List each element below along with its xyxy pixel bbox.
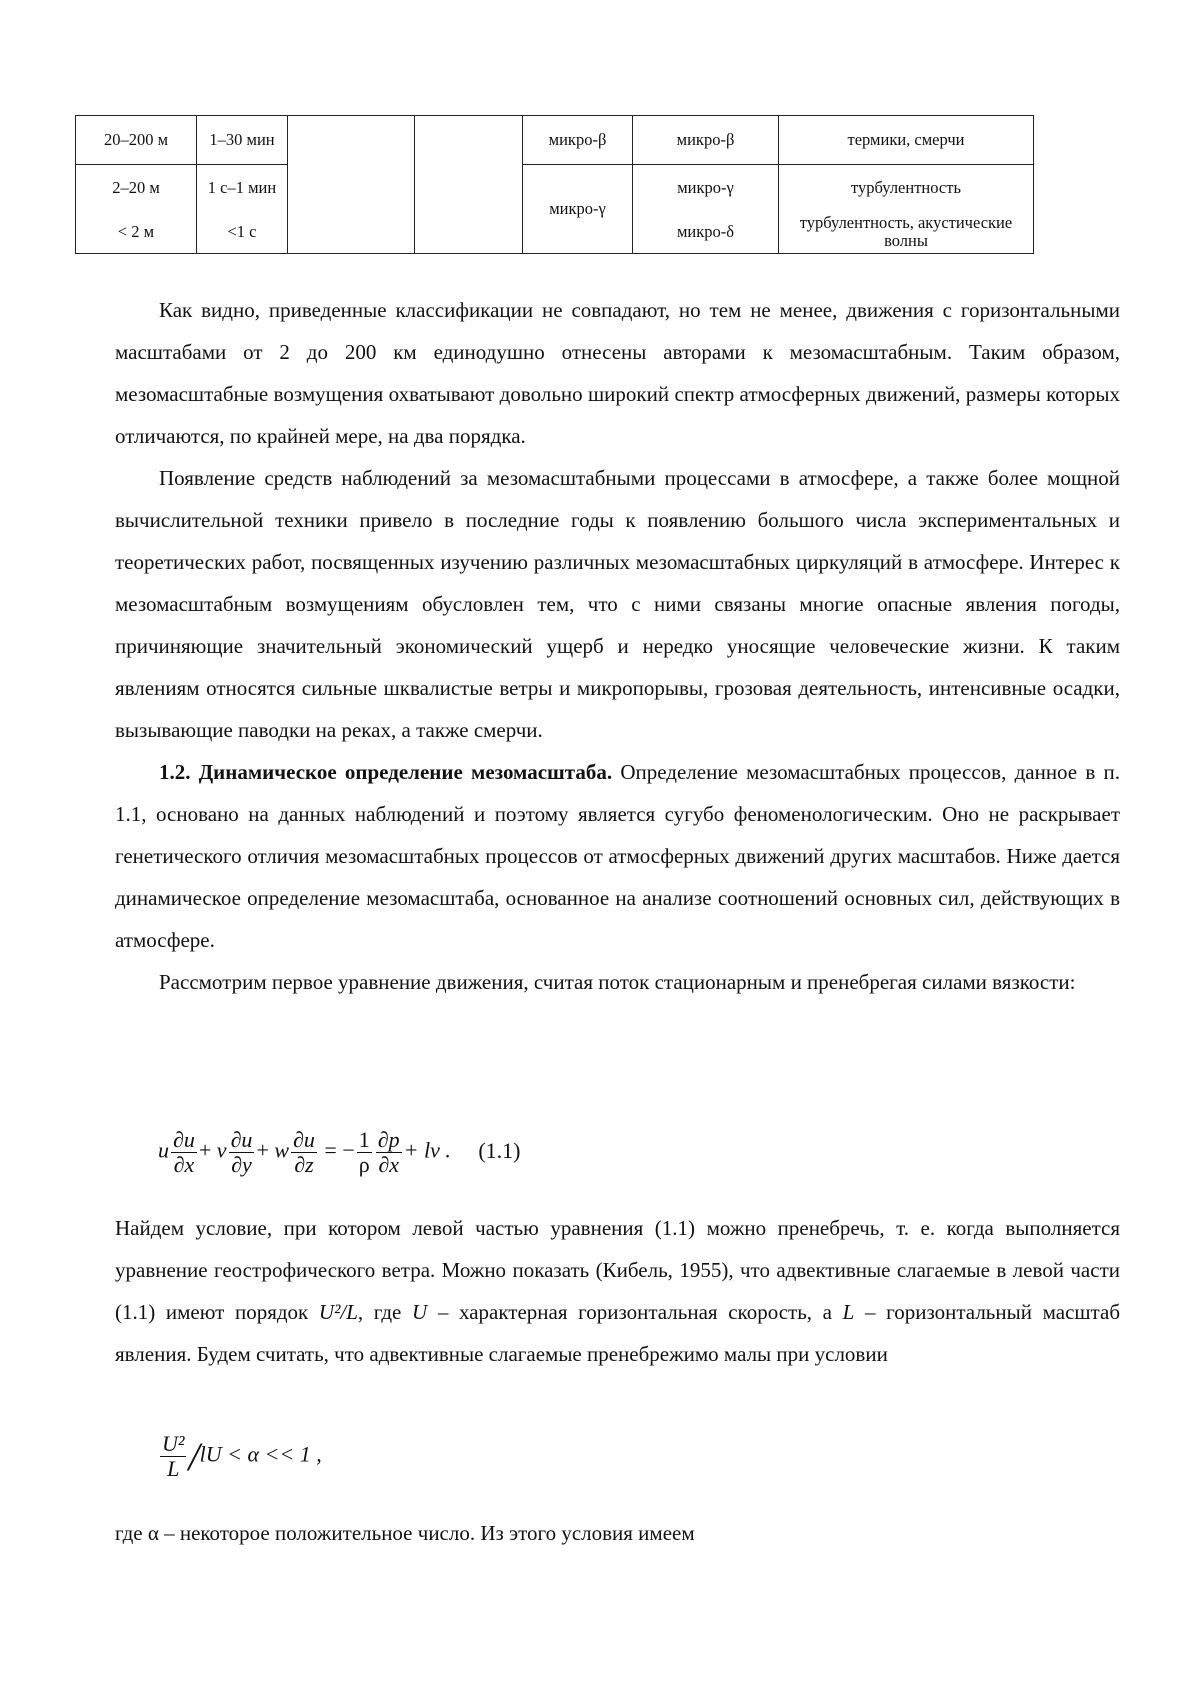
table-cell: термики, смерчи [779,116,1034,165]
table-cell [288,165,415,212]
eq-term: v [217,1138,227,1163]
paragraph-text: Определение мезомасштабных процессов, данное в п. 1.1, основано на данных наблюдений и поэтому является сугубо феноменологическим. Оно не раскрывает генетического отличия мезомасштабных процессов от атмосферных движений других масштабов. Ниже дается динамическое определение мезомасштаба, основанное на анализе соотношений основных сил, действующих в атмосфере. [115,760,1120,952]
table-row [76,165,1034,212]
eq-term: w [274,1138,289,1163]
table-cell: < 2 м [76,211,197,254]
eq-fraction: ∂p ∂x [376,1128,402,1177]
table-cell [415,165,523,212]
table-cell: <1 с [197,211,288,254]
paragraph: Как видно, приведенные классификации не совпадают, но тем не менее, движения с горизонтальными масштабами от 2 до 200 км единодушно отнесены авторами к мезомасштабным. Таким образом, мезомасштабные возмущения охватывают довольно широкий спектр атмосферных движений, размеры которых отличаются, по крайней мере, на два порядка. [115,289,1120,457]
paragraph: Рассмотрим первое уравнение движения, считая поток стационарным и пренебрегая силами вязкости: [115,961,1120,1003]
table-cell [415,211,523,254]
body-text-block-1 [115,289,1120,1003]
table-cell: турбулентность, акустические волны [779,211,1034,254]
table-row [76,116,1034,165]
table-cell: 1–30 мин [197,116,288,165]
table-cell [288,116,415,165]
document-page [0,0,1200,1698]
eq-op: = − [324,1138,354,1163]
eq-term: lU < α << 1 , [200,1442,322,1467]
eq-op: + [256,1138,268,1163]
eq-fraction: U² L [160,1432,186,1481]
eq-fraction: ∂u ∂z [291,1128,317,1177]
table-cell [288,211,415,254]
scale-classification-table [75,115,1034,254]
table-cell: микро-β [633,116,779,165]
body-text-block-2 [115,1207,1120,1375]
table-cell [415,116,523,165]
eq-op: + [199,1138,211,1163]
table-cell: 20–200 м [76,116,197,165]
table-cell: турбулентность [779,165,1034,212]
table-cell: микро-γ [523,165,633,254]
table-cell: микро-δ [633,211,779,254]
table-cell: 2–20 м [76,165,197,212]
table-cell: микро-γ [633,165,779,212]
paragraph: где α – некоторое положительное число. Из этого условия имеем [115,1512,1120,1554]
eq-term: + lv . [404,1138,451,1163]
section-heading: 1.2. Динамическое определение мезомасштаба. [159,760,612,784]
eq-fraction: 1 ρ [357,1128,372,1177]
table-cell: микро-β [523,116,633,165]
paragraph: Найдем условие, при котором левой частью уравнения (1.1) можно пренебречь, т. е. когда выполняется уравнение геострофического ветра. Можно показать (Кибель, 1955), что адвективные слагаемые в левой части (1.1) имеют порядок U²/L, где U – характерная горизонтальная скорость, а L – горизонтальный масштаб явления. Будем считать, что адвективные слагаемые пренебрежимо малы при условии [115,1207,1120,1375]
inequality [158,1432,322,1481]
equation-number: (1.1) [478,1138,520,1163]
table-cell: 1 с–1 мин [197,165,288,212]
eq-fraction: ∂u ∂x [171,1128,197,1177]
equation-1-1 [158,1128,521,1177]
paragraph [115,751,1120,961]
body-text-block-3 [115,1512,1120,1554]
eq-term: u [158,1138,169,1163]
paragraph: Появление средств наблюдений за мезомасштабными процессами в атмосфере, а также более мощной вычислительной техники привело в последние годы к появлению большого числа экспериментальных и теоретических работ, посвященных изучению различных мезомасштабных циркуляций в атмосфере. Интерес к мезомасштабным возмущениям обусловлен тем, что с ними связаны многие опасные явления погоды, причиняющие значительный экономический ущерб и нередко уносящие человеческие жизни. К таким явлениям относятся сильные шквалистые ветры и микропорывы, грозовая деятельность, интенсивные осадки, вызывающие паводки на реках, а также смерчи. [115,457,1120,751]
eq-fraction: ∂u ∂y [229,1128,255,1177]
eq-op: / [188,1434,199,1479]
